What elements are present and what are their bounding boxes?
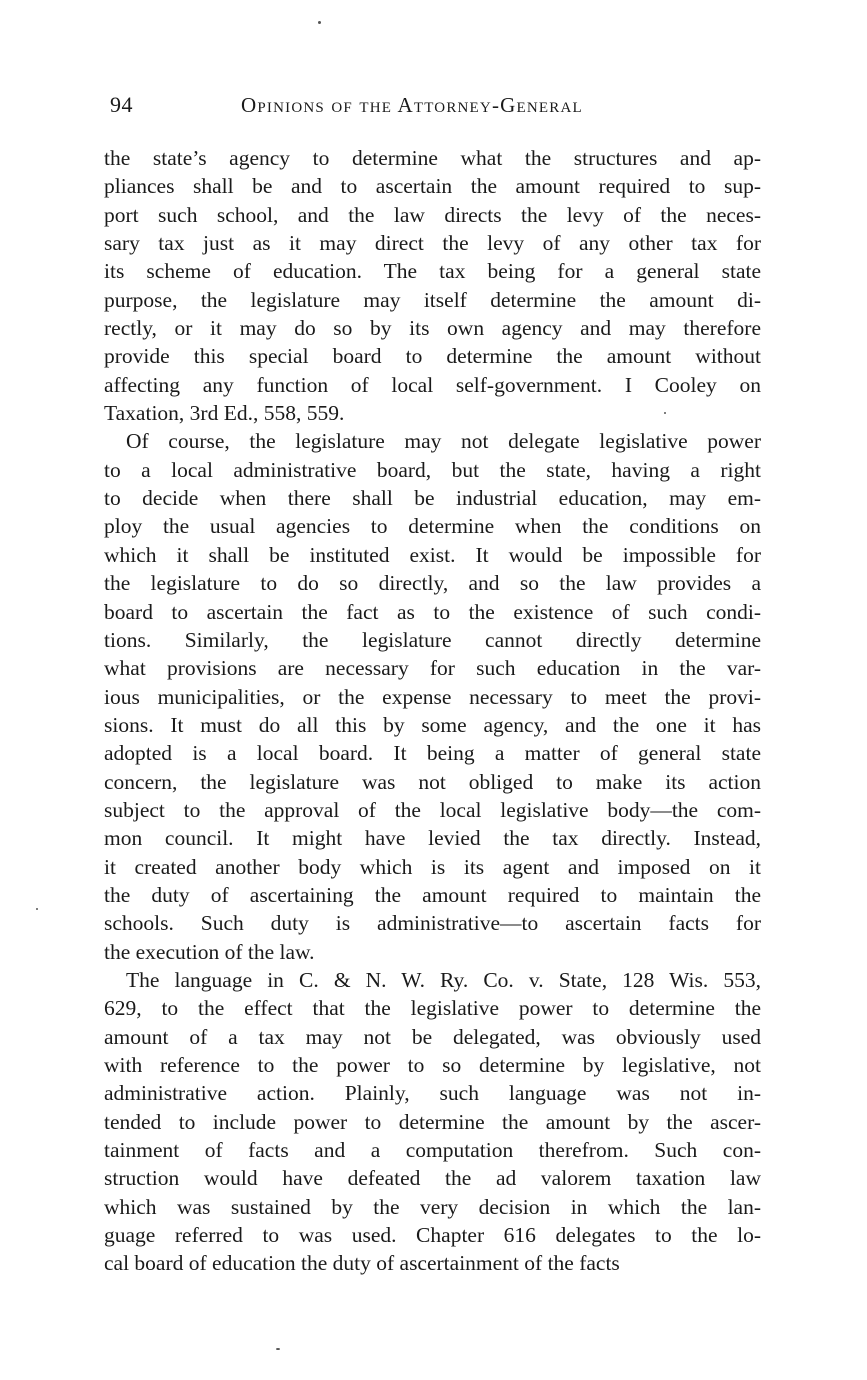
scan-speck [318,21,321,24]
text-line: tions. Similarly, the legislature cannot directly determine [104,627,761,652]
text-line: subject to the approval of the local legislative body—the com- [104,797,761,822]
text-line: port such school, and the law directs the levy of the neces- [104,202,761,227]
text-line: Of course, the legislature may not delegate legislative power [126,429,761,454]
text-line: ploy the usual agencies to determine when the conditions on [104,514,761,539]
text-line: adopted is a local board. It being a matter of general state [104,741,761,766]
text-line: sary tax just as it may direct the levy of any other tax for [104,231,761,256]
text-line: the duty of ascertaining the amount required to maintain the [104,882,761,907]
text-line: affecting any function of local self-government. I Cooley on [104,372,761,397]
scan-speck [276,1348,280,1350]
running-head: Opinions of the Attorney-General [241,93,583,117]
text-line: its scheme of education. The tax being for a general state [104,259,761,284]
text-line: guage referred to was used. Chapter 616 delegates to the lo- [104,1223,761,1248]
text-line: tended to include power to determine the amount by the ascer- [104,1109,761,1134]
text-line: tainment of facts and a computation therefrom. Such con- [104,1138,761,1163]
text-line: the legislature to do so directly, and so the law provides a [104,571,761,596]
body-text [104,144,761,1278]
text-line: what provisions are necessary for such education in the var- [104,656,761,681]
text-line: Taxation, 3rd Ed., 558, 559. [104,401,345,426]
text-line: board to ascertain the fact as to the existence of such condi- [104,599,761,624]
text-line: with reference to the power to so determine by legislative, not [104,1053,761,1077]
text-line: the execution of the law. [104,939,315,964]
paragraph [104,427,761,966]
text-line: rectly, or it may do so by its own agency and may therefore [104,316,761,341]
text-line: to a local administrative board, but the state, having a right [104,457,761,482]
text-line: schools. Such duty is administrative—to ascertain facts for [104,911,761,936]
text-line: the state’s agency to determine what the structures and ap- [104,146,761,170]
text-line: it created another body which is its agent and imposed on it [104,854,761,879]
page-header [107,92,767,122]
page-number: 94 [110,92,133,117]
text-line: to decide when there shall be industrial education, may em- [104,486,761,511]
text-line: 629, to the effect that the legislative power to determine the [104,996,761,1021]
text-line: administrative action. Plainly, such language was not in- [104,1081,761,1106]
text-line: purpose, the legislature may itself determine the amount di- [104,287,761,312]
text-line: The language in C. & N. W. Ry. Co. v. State, 128 Wis. 553, [126,967,761,992]
text-line: sions. It must do all this by some agency, and the one it has [104,712,761,737]
scan-speck [664,412,666,414]
text-line: cal board of education the duty of ascertainment of the facts [104,1251,620,1276]
text-line: mon council. It might have levied the tax directly. Instead, [104,826,761,851]
text-line: amount of a tax may not be delegated, was obviously used [104,1024,761,1049]
text-line: provide this special board to determine the amount without [104,344,761,369]
paragraph [104,144,761,427]
text-line: pliances shall be and to ascertain the amount required to sup- [104,174,761,199]
text-line: which was sustained by the very decision in which the lan- [104,1194,761,1219]
paragraph [104,966,761,1278]
text-line: concern, the legislature was not obliged to make its action [104,769,761,794]
text-line: struction would have defeated the ad valorem taxation law [104,1166,761,1191]
scan-speck [36,908,38,910]
text-line: which it shall be instituted exist. It would be impossible for [104,542,761,567]
text-line: ious municipalities, or the expense necessary to meet the provi- [104,684,761,709]
